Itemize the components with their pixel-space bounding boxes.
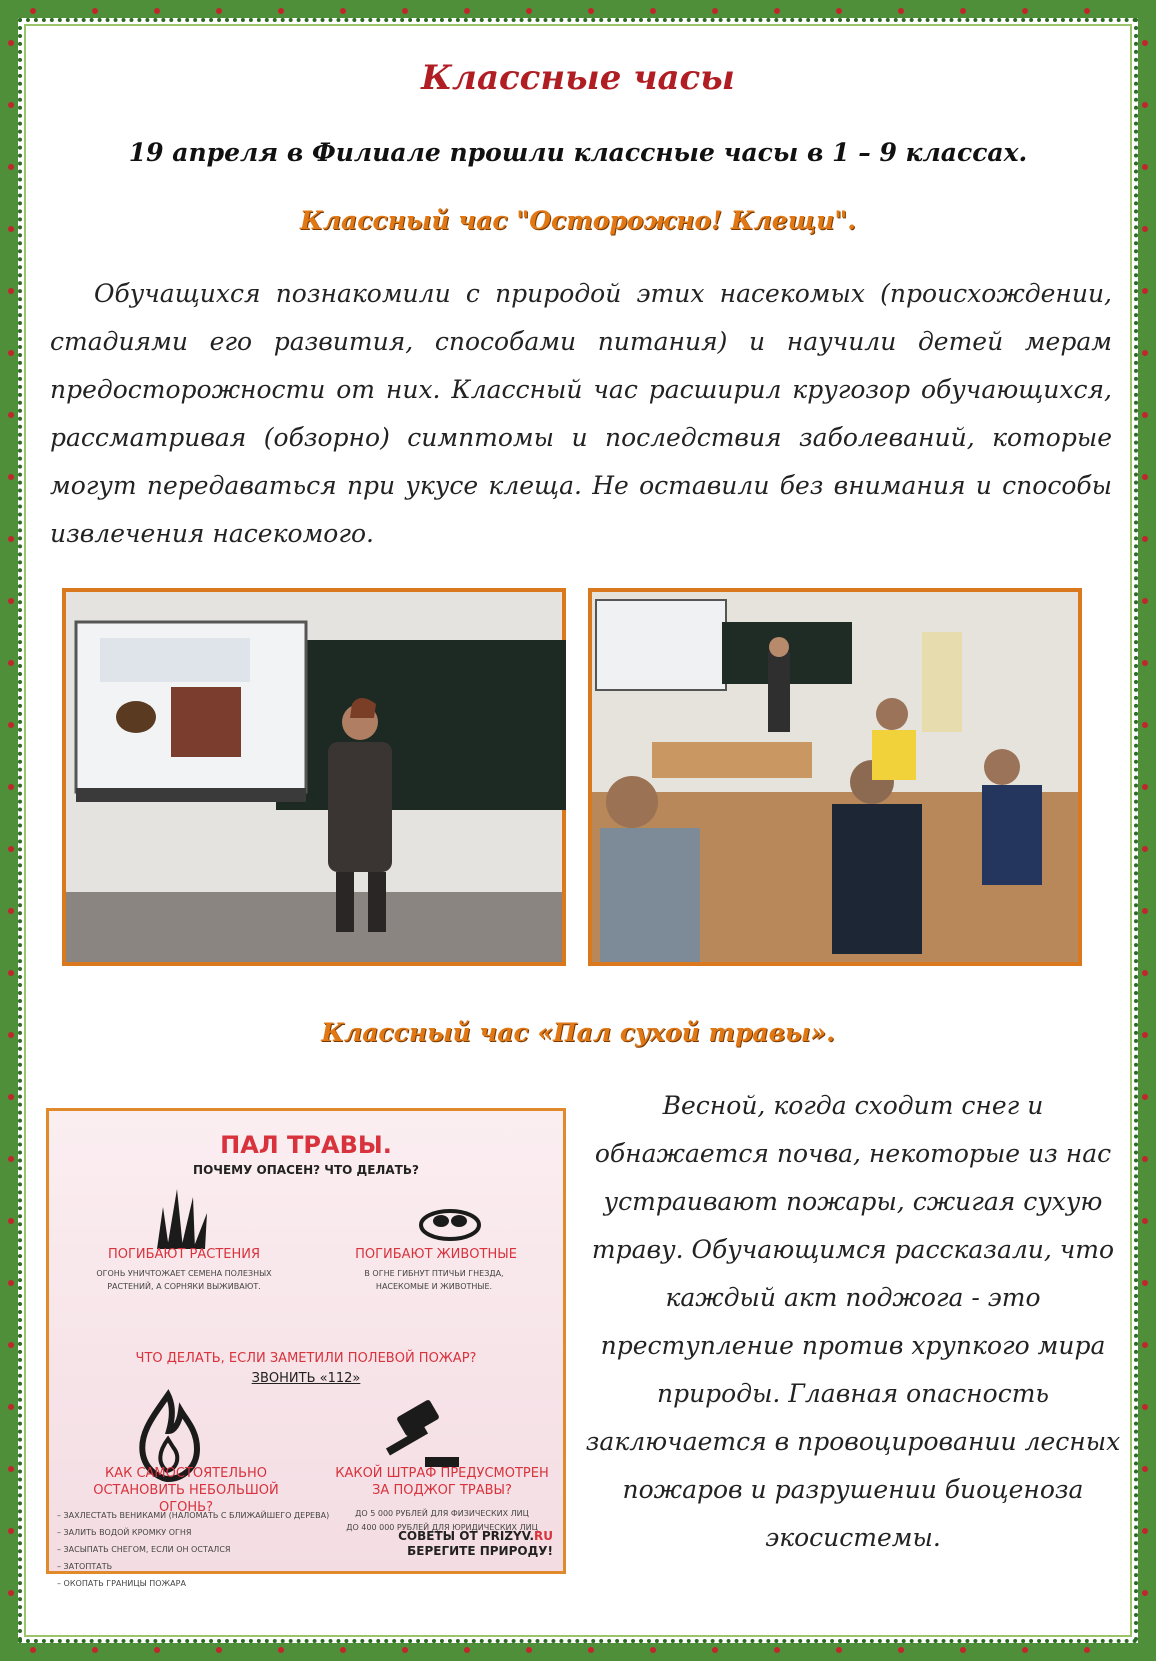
frame-berry: [8, 1280, 14, 1286]
section1-heading: Классный час "Осторожно! Клещи".: [300, 206, 856, 235]
frame-berry: [1142, 102, 1148, 108]
frame-berry: [774, 1647, 780, 1653]
frame-berry: [1142, 474, 1148, 480]
call-112: ЗВОНИТЬ «112»: [251, 1371, 361, 1386]
frame-berry: [1084, 1647, 1090, 1653]
frame-berry: [1142, 1218, 1148, 1224]
frame-berry: [8, 846, 14, 852]
frame-berry: [8, 474, 14, 480]
infographic-question: ПОЧЕМУ ОПАСЕН? ЧТО ДЕЛАТЬ?: [193, 1163, 419, 1177]
frame-berry: [1142, 1528, 1148, 1534]
frame-berry: [650, 8, 656, 14]
frame-berry: [154, 8, 160, 14]
frame-berry: [588, 1647, 594, 1653]
frame-berry: [960, 1647, 966, 1653]
frame-berry: [1142, 1094, 1148, 1100]
animals-heading: ПОГИБАЮТ ЖИВОТНЫЕ: [355, 1247, 517, 1262]
self-step-3: – ЗАСЫПАТЬ СНЕГОМ, ЕСЛИ ОН ОСТАЛСЯ: [57, 1545, 231, 1554]
frame-berry: [8, 1590, 14, 1596]
frame-berry: [402, 8, 408, 14]
page-title: Классные часы: [421, 58, 735, 98]
frame-berry: [712, 8, 718, 14]
frame-berry: [8, 1218, 14, 1224]
section2-heading: Классный час «Пал сухой травы».: [321, 1018, 835, 1047]
photo-classroom-image: [592, 592, 1078, 962]
photo-classroom: [588, 588, 1082, 966]
frame-berry: [774, 8, 780, 14]
self-step-1: – ЗАХЛЕСТАТЬ ВЕНИКАМИ (НАЛОМАТЬ С БЛИЖАЙШЕГО ДЕРЕВА): [57, 1511, 330, 1520]
frame-berry: [8, 288, 14, 294]
photo-teacher-at-board: [62, 588, 566, 966]
frame-berry: [8, 1466, 14, 1472]
frame-berry: [8, 350, 14, 356]
frame-berry: [8, 970, 14, 976]
frame-berry: [8, 1528, 14, 1534]
frame-berry: [836, 1647, 842, 1653]
frame-berry: [92, 8, 98, 14]
frame-berry: [8, 908, 14, 914]
frame-berry: [402, 1647, 408, 1653]
frame-berry: [1142, 1280, 1148, 1286]
self-step-2: – ЗАЛИТЬ ВОДОЙ КРОМКУ ОГНЯ: [57, 1528, 192, 1537]
frame-berry: [1142, 660, 1148, 666]
plants-text: ОГОНЬ УНИЧТОЖАЕТ СЕМЕНА ПОЛЕЗНЫХ РАСТЕНИЙ, А СОРНЯКИ ВЫЖИВАЮТ.: [96, 1269, 272, 1291]
frame-berry: [526, 1647, 532, 1653]
frame-berry: [1022, 1647, 1028, 1653]
frame-berry: [1142, 288, 1148, 294]
self-extinguish-heading: КАК САМОСТОЯТЕЛЬНО ОСТАНОВИТЬ НЕБОЛЬШОЙ ОГОНЬ?: [93, 1466, 279, 1515]
frame-berry: [30, 8, 36, 14]
frame-berry: [8, 1156, 14, 1162]
bird-nest-icon: [419, 1199, 481, 1241]
frame-berry: [8, 722, 14, 728]
frame-berry: [588, 8, 594, 14]
advice-slogan: БЕРЕГИТЕ ПРИРОДУ!: [407, 1544, 553, 1558]
frame-berry: [1142, 846, 1148, 852]
frame-berry: [8, 1404, 14, 1410]
frame-berry: [1142, 1404, 1148, 1410]
infographic-advice: [398, 1529, 553, 1559]
frame-berry: [1142, 598, 1148, 604]
frame-berry: [1142, 722, 1148, 728]
frame-berry: [836, 8, 842, 14]
frame-berry: [216, 8, 222, 14]
frame-berry: [1142, 536, 1148, 542]
what-to-do-question: ЧТО ДЕЛАТЬ, ЕСЛИ ЗАМЕТИЛИ ПОЛЕВОЙ ПОЖАР?: [135, 1351, 477, 1366]
gavel-icon: [381, 1401, 461, 1471]
frame-berry: [1142, 1590, 1148, 1596]
frame-berry: [278, 8, 284, 14]
plants-heading: ПОГИБАЮТ РАСТЕНИЯ: [107, 1247, 261, 1262]
frame-berry: [898, 1647, 904, 1653]
frame-berry: [1142, 970, 1148, 976]
animals-text: В ОГНЕ ГИБНУТ ПТИЧЬИ ГНЕЗДА, НАСЕКОМЫЕ И ЖИВОТНЫЕ.: [364, 1269, 504, 1291]
frame-berry: [8, 1094, 14, 1100]
frame-berry: [1084, 8, 1090, 14]
frame-berry: [30, 1647, 36, 1653]
frame-berry: [8, 598, 14, 604]
frame-berry: [1142, 412, 1148, 418]
self-step-5: – ОКОПАТЬ ГРАНИЦЫ ПОЖАРА: [57, 1579, 186, 1588]
self-step-4: – ЗАТОПТАТЬ: [57, 1562, 113, 1571]
self-extinguish-list: [57, 1507, 329, 1592]
photo-teacher-image: [66, 592, 562, 962]
frame-berry: [92, 1647, 98, 1653]
advice-source: СОВЕТЫ ОТ PRIZYV.: [398, 1529, 535, 1543]
frame-berry: [8, 412, 14, 418]
frame-berry: [8, 1342, 14, 1348]
frame-berry: [1142, 350, 1148, 356]
frame-berry: [8, 536, 14, 542]
frame-berry: [464, 8, 470, 14]
infographic-title: ПАЛ ТРАВЫ.: [220, 1131, 392, 1159]
fine-text-individual: ДО 5 000 РУБЛЕЙ ДЛЯ ФИЗИЧЕСКИХ ЛИЦ: [355, 1509, 529, 1518]
frame-berry: [712, 1647, 718, 1653]
page-subtitle: 19 апреля в Филиале прошли классные часы в 1 – 9 классах.: [128, 138, 1028, 167]
frame-berry: [154, 1647, 160, 1653]
frame-berry: [340, 8, 346, 14]
frame-berry: [1142, 784, 1148, 790]
frame-berry: [1142, 40, 1148, 46]
frame-berry: [898, 8, 904, 14]
section1-body: Обучащихся познакомили с природой этих насекомых (происхождении, стадиями его развития, способами питания) и научили детей мерам предосторожности от них. Классный час расширил кругозор обучающихся, рассматривая (обзорно) симптомы и последствия заболеваний, которые могут передаваться при укусе клеща. Не оставили без внимания и способы извлечения насекомого.: [50, 279, 1112, 548]
grass-icon: [153, 1183, 211, 1249]
section2-body: Весной, когда сходит снег и обнажается почва, некоторые из нас устраивают пожары, сжигая сухую траву. Обучающимся рассказали, что каждый акт поджога - это преступление против хрупкого мира природы. Главная опасность заключается в провоцировании лесных пожаров и разрушении биоценоза экосистемы.: [585, 1091, 1121, 1552]
frame-berry: [1142, 1342, 1148, 1348]
frame-berry: [1022, 8, 1028, 14]
frame-berry: [1142, 1466, 1148, 1472]
frame-berry: [1142, 1156, 1148, 1162]
frame-berry: [1142, 908, 1148, 914]
fine-text-legal: ДО 400 000 РУБЛЕЙ ДЛЯ ЮРИДИЧЕСКИХ ЛИЦ: [346, 1523, 538, 1532]
frame-berry: [464, 1647, 470, 1653]
frame-berry: [8, 102, 14, 108]
frame-berry: [526, 8, 532, 14]
grass-fire-infographic: [46, 1108, 566, 1588]
frame-berry: [278, 1647, 284, 1653]
frame-berry: [8, 40, 14, 46]
frame-berry: [8, 784, 14, 790]
frame-berry: [340, 1647, 346, 1653]
frame-berry: [216, 1647, 222, 1653]
fine-heading: КАКОЙ ШТРАФ ПРЕДУСМОТРЕН ЗА ПОДЖОГ ТРАВЫ?: [335, 1466, 549, 1498]
frame-berry: [650, 1647, 656, 1653]
advice-domain: RU: [534, 1529, 553, 1543]
frame-berry: [8, 660, 14, 666]
frame-berry: [960, 8, 966, 14]
